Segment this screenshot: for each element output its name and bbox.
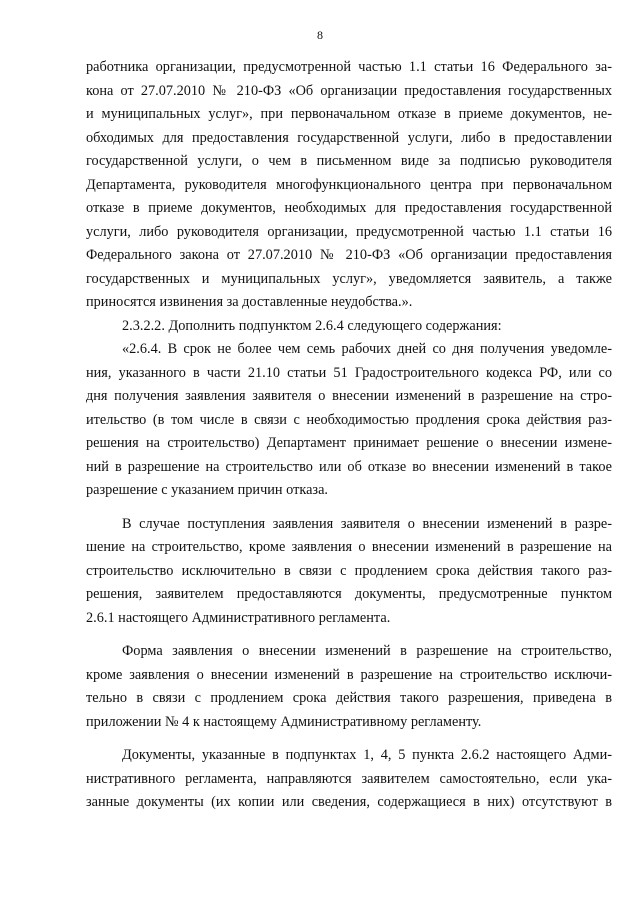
text-line: тельно в связи с продлением срока действия такого разрешения, приведена в (86, 690, 612, 706)
document-body (86, 56, 612, 815)
text-line: приложении № 4 к настоящему Административному регламенту. (86, 713, 482, 730)
text-line: Форма заявления о внесении изменений в разрешение на строительство, (122, 643, 612, 659)
text-line: разрешение с указанием причин отказа. (86, 482, 328, 498)
text-line: услуги, либо руководителя организации, предусмотренной частью 1.1 статьи 16 (86, 223, 612, 240)
text-line: кроме заявления о внесении изменений в разрешение на строительство исключи- (86, 666, 612, 683)
page-number: 8 (317, 28, 323, 42)
text-line: нистративного регламента, направляются заявителем самостоятельно, если ука- (86, 770, 612, 787)
text-line: занные документы (их копии или сведения, содержащиеся в них) отсутствуют в (86, 794, 612, 810)
text-line: работника организации, предусмотренной частью 1.1 статьи 16 Федерального за- (86, 59, 612, 75)
text-line: обходимых для предоставления государственной услуги, либо в предоставлении (86, 129, 612, 146)
text-line: государственной услуги, о чем в письменном виде за подписью руководителя (86, 153, 612, 169)
text-line: 2.6.1 настоящего Административного регламента. (86, 609, 391, 626)
text-line: решения, заявителем предоставляются документы, предусмотренные пунктом (86, 586, 612, 602)
text-line: ний в разрешение на строительство или об отказе во внесении изменений в такое (86, 458, 612, 475)
paragraph-gap (86, 503, 612, 513)
text-line: Департамента, руководителя многофункционального центра при первоначальном (86, 176, 612, 193)
text-line: и муниципальных услуг», при первоначальном отказе в приеме документов, не- (86, 106, 612, 122)
text-line: шение на строительство, кроме заявления о внесении изменений в разрешение на (86, 539, 612, 555)
text-line: строительство исключительно в связи с продлением срока действия такого раз- (86, 562, 612, 579)
paragraph-gap (86, 630, 612, 640)
text-line: кона от 27.07.2010 № 210-ФЗ «Об организации предоставления государственных (86, 82, 612, 99)
section-heading-2-3-2-2: 2.3.2.2. Дополнить подпунктом 2.6.4 следующего содержания: (122, 317, 502, 334)
text-line: ительство (в том числе в связи с необходимостью продления срока действия раз- (86, 411, 612, 428)
text-line: приносятся извинения за доставленные неудобства.». (86, 294, 413, 310)
text-line: Федерального закона от 27.07.2010 № 210-ФЗ «Об организации предоставления (86, 247, 612, 263)
text-line: Документы, указанные в подпунктах 1, 4, 5 пункта 2.6.2 настоящего Адми- (122, 747, 612, 763)
text-line: дня получения заявления заявителя о внесении изменений в разрешение на стро- (86, 388, 612, 404)
text-line: отказе в приеме документов, необходимых для предоставления государственной (86, 200, 612, 216)
paragraph-gap (86, 734, 612, 744)
text-line: «2.6.4. В срок не более чем семь рабочих дней со дня получения уведомле- (122, 341, 612, 357)
text-line: решения на строительство) Департамент принимает решение о внесении измене- (86, 435, 612, 451)
text-line: В случае поступления заявления заявителя о внесении изменений в разре- (122, 515, 612, 532)
text-line: ния, указанного в части 21.10 статьи 51 Градостроительного кодекса РФ, или со (86, 364, 612, 381)
text-line: государственных и муниципальных услуг», уведомляется заявитель, а также (86, 270, 612, 287)
